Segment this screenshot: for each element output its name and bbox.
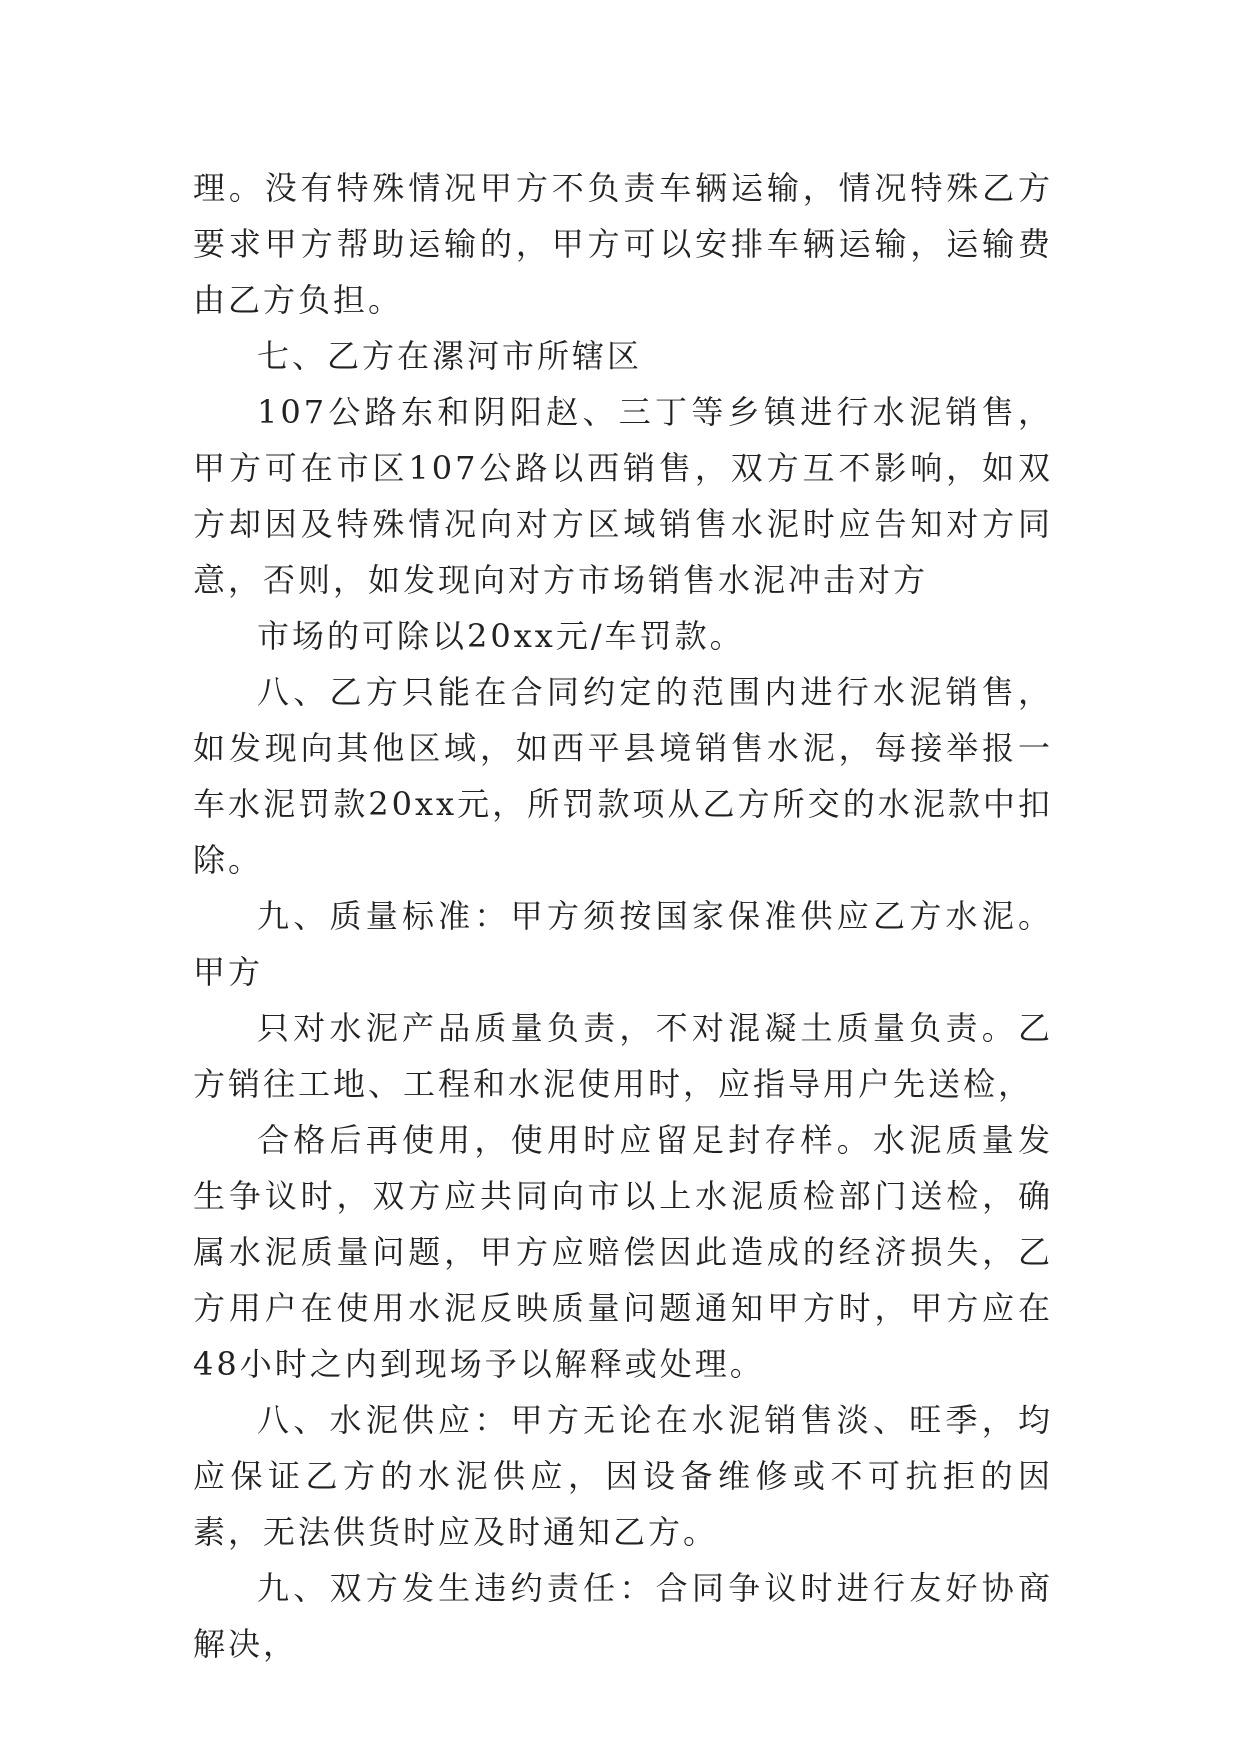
paragraph-clause-9-breach: 九、双方发生违约责任：合同争议时进行友好协商解决， bbox=[193, 1569, 1053, 1663]
paragraph-clause-9-dispute: 合格后再使用，使用时应留足封存样。水泥质量发生争议时，双方应共同向市以上水泥质检部门送检，确属水泥质量问题，甲方应赔偿因此造成的经济损失，乙方用户在使用水泥反映质量问题通知甲方时，甲方应在48小时之内到现场予以解释或处理。 bbox=[193, 1121, 1053, 1383]
paragraph-transport: 理。没有特殊情况甲方不负责车辆运输，情况特殊乙方要求甲方帮助运输的，甲方可以安排车辆运输，运输费由乙方负担。 bbox=[193, 169, 1053, 319]
paragraph-clause-7-area: 107公路东和阴阳赵、三丁等乡镇进行水泥销售，甲方可在市区107公路以西销售，双方互不影响，如双方却因及特殊情况向对方区域销售水泥时应告知对方同意，否则，如发现向对方市场销售水泥冲击对方 bbox=[193, 393, 1053, 599]
paragraph-clause-8-scope: 八、乙方只能在合同约定的范围内进行水泥销售，如发现向其他区域，如西平县境销售水泥，每接举报一车水泥罚款20xx元，所罚款项从乙方所交的水泥款中扣除。 bbox=[193, 673, 1053, 879]
paragraph-clause-7-heading: 七、乙方在漯河市所辖区 bbox=[257, 337, 643, 375]
paragraph-clause-8-supply: 八、水泥供应：甲方无论在水泥销售淡、旺季，均应保证乙方的水泥供应，因设备维修或不可抗拒的因素，无法供货时应及时通知乙方。 bbox=[193, 1401, 1053, 1551]
document-body bbox=[193, 160, 1053, 1672]
paragraph-clause-7-penalty: 市场的可除以20xx元/车罚款。 bbox=[257, 617, 745, 655]
paragraph-clause-9-quality: 九、质量标准：甲方须按国家保准供应乙方水泥。甲方 bbox=[193, 897, 1053, 991]
paragraph-clause-9-responsibility: 只对水泥产品质量负责，不对混凝土质量负责。乙方销往工地、工程和水泥使用时，应指导用户先送检， bbox=[193, 1009, 1053, 1103]
